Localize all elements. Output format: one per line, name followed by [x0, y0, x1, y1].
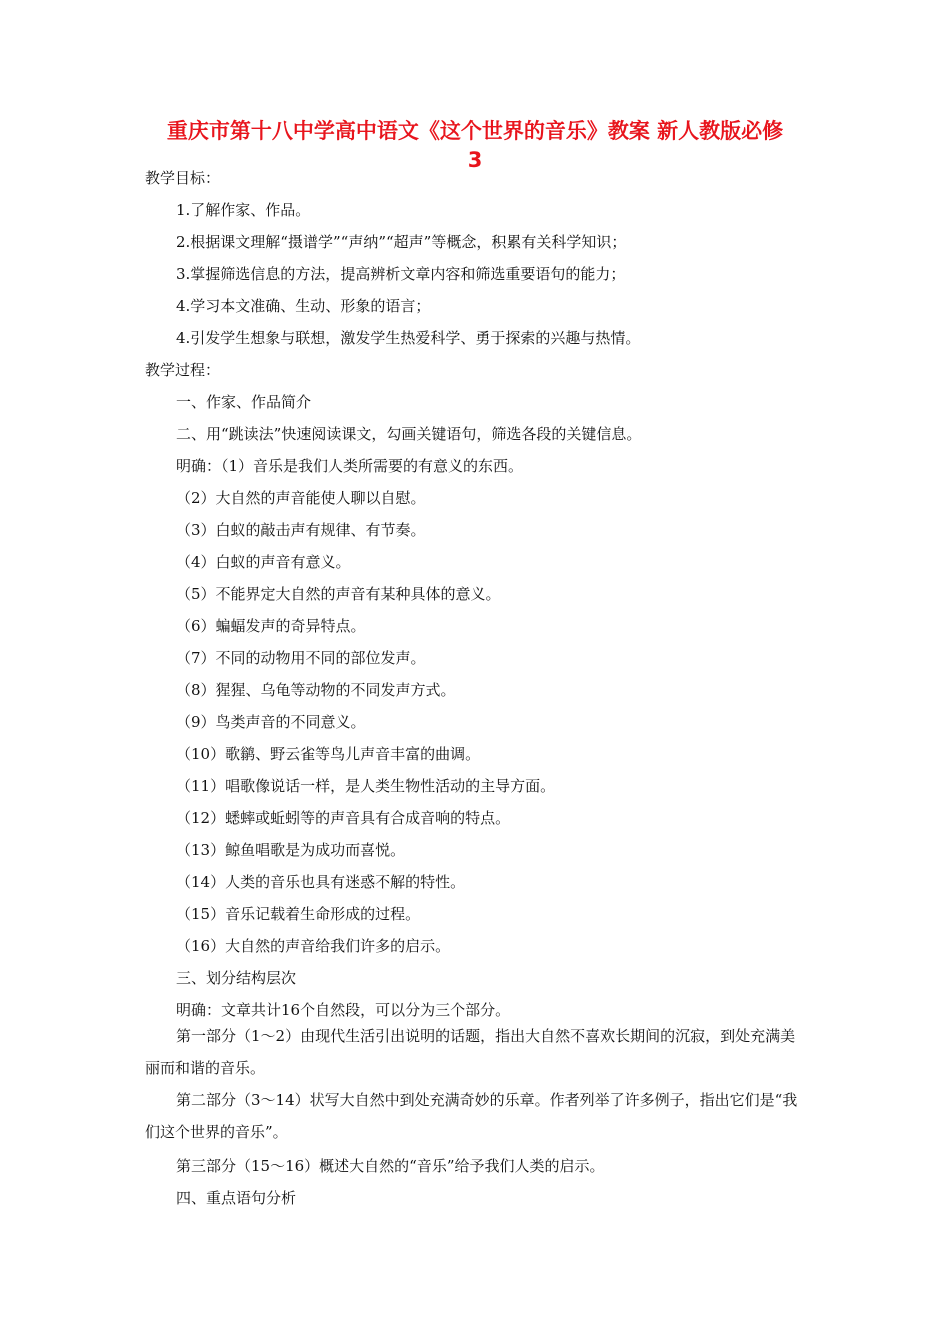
- list-item: （10）歌鹟、野云雀等鸟儿声音丰富的曲调。: [176, 745, 481, 763]
- goal-item: 2.根据课文理解“摄谱学”“声纳”“超声”等概念，积累有关科学知识；: [176, 233, 627, 251]
- section-heading: 二、用“跳读法”快速阅读课文，勾画关键语句，筛选各段的关键信息。: [176, 425, 642, 443]
- section-heading: 四、重点语句分析: [176, 1189, 297, 1207]
- goals-heading: 教学目标：: [145, 169, 221, 187]
- list-item: （16）大自然的声音给我们许多的启示。: [176, 937, 451, 955]
- list-item: （3）白蚁的敲击声有规律、有节奏。: [176, 521, 426, 539]
- list-item: （7）不同的动物用不同的部位发声。: [176, 649, 426, 667]
- goal-item: 4.学习本文准确、生动、形象的语言；: [176, 297, 431, 315]
- process-heading: 教学过程：: [145, 361, 221, 379]
- document-title-continued: 3: [467, 148, 483, 172]
- section-heading: 三、划分结构层次: [176, 969, 297, 987]
- goal-item: 3.掌握筛选信息的方法，提高辨析文章内容和筛选重要语句的能力；: [176, 265, 626, 283]
- list-item: （14）人类的音乐也具有迷惑不解的特性。: [176, 873, 466, 891]
- clarify-paragraph: 明确：（1）音乐是我们人类所需要的有意义的东西。: [176, 457, 524, 475]
- goal-item: 4.引发学生想象与联想，激发学生热爱科学、勇于探索的兴趣与热情。: [176, 329, 641, 347]
- goal-item: 1.了解作家、作品。: [176, 201, 311, 219]
- list-item: （12）蟋蟀或蚯蚓等的声音具有合成音响的特点。: [176, 809, 511, 827]
- structure-paragraph: 第三部分（15～16）概述大自然的“音乐”给予我们人类的启示。: [176, 1157, 605, 1175]
- list-item: （2）大自然的声音能使人聊以自慰。: [176, 489, 426, 507]
- document-title: 重庆市第十八中学高中语文《这个世界的音乐》教案 新人教版必修: [166, 119, 784, 143]
- section-heading: 一、作家、作品简介: [176, 393, 312, 411]
- list-item: （11）唱歌像说话一样，是人类生物性活动的主导方面。: [176, 777, 556, 795]
- list-item: （6）蝙蝠发声的奇异特点。: [176, 617, 366, 635]
- list-item: （5）不能界定大自然的声音有某种具体的意义。: [176, 585, 501, 603]
- list-item: （9）鸟类声音的不同意义。: [176, 713, 366, 731]
- clarify-paragraph: 明确：文章共计16个自然段，可以分为三个部分。: [176, 1001, 511, 1019]
- list-item: （4）白蚁的声音有意义。: [176, 553, 351, 571]
- list-item: （13）鲸鱼唱歌是为成功而喜悦。: [176, 841, 406, 859]
- structure-paragraph: 第一部分（1～2）由现代生活引出说明的话题，指出大自然不喜欢长期间的沉寂，到处充满美丽而和谐的音乐。: [145, 1027, 796, 1077]
- list-item: （8）猩猩、乌龟等动物的不同发声方式。: [176, 681, 456, 699]
- list-item: （15）音乐记载着生命形成的过程。: [176, 905, 421, 923]
- structure-paragraph: 第二部分（3～14）状写大自然中到处充满奇妙的乐章。作者列举了许多例子，指出它们是“我们这个世界的音乐”。: [145, 1091, 798, 1141]
